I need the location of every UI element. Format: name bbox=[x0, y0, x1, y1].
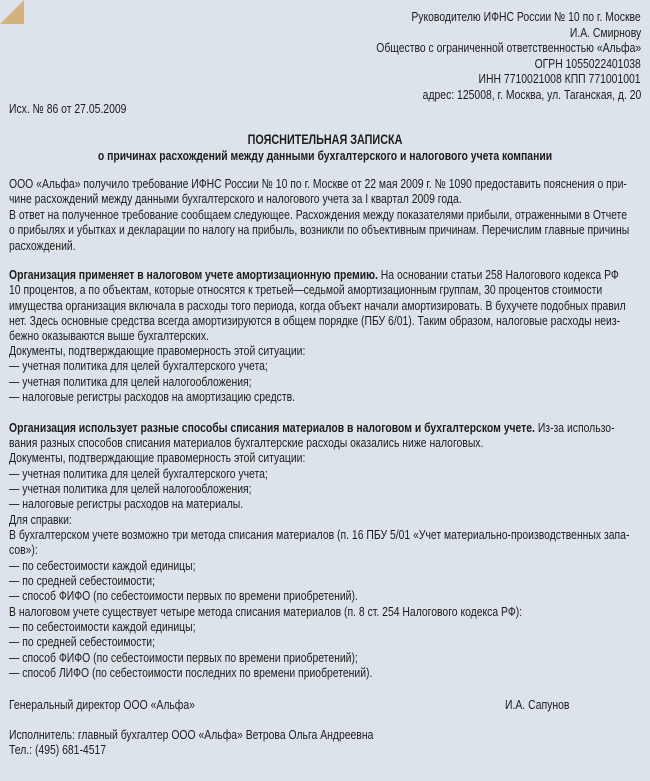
list-item: — по средней себестоимости; bbox=[9, 573, 155, 588]
reference-label: Для справки: bbox=[9, 512, 72, 527]
text-line: 10 процентов, а по объектам, которые относятся к третьей—седьмой амортизационным группам, 30 процентов стоимости bbox=[9, 282, 603, 297]
text-line: В налоговом учете существует четыре метода списания материалов (п. 8 ст. 254 Налогового кодекса РФ): bbox=[9, 604, 523, 619]
text-line: нет. Здесь основные средства всегда амортизируются в общем порядке (ПБУ 6/01). Таким образом, налоговые расходы неиз- bbox=[9, 313, 621, 328]
signatory-position: Генеральный директор ООО «Альфа» bbox=[9, 697, 195, 712]
text-line: имущества организация включала в расходы того периода, когда объект начали амортизировать. В бухучете подобных правил bbox=[9, 298, 626, 313]
list-item: — по себестоимости каждой единицы; bbox=[9, 619, 196, 634]
executor-line: Исполнитель: главный бухгалтер ООО «Альфа» Ветрова Ольга Андреевна bbox=[9, 727, 374, 742]
text-line: бежно оказываются выше бухгалтерских. bbox=[9, 328, 209, 343]
list-item: — учетная политика для целей бухгалтерского учета; bbox=[9, 466, 268, 481]
addressee-line: Общество с ограниченной ответственностью «Альфа» bbox=[376, 40, 641, 55]
list-item: — способ ФИФО (по себестоимости первых по времени приобретений); bbox=[9, 650, 358, 665]
list-item: — по себестоимости каждой единицы; bbox=[9, 558, 196, 573]
addressee-line: ОГРН 1055022401038 bbox=[534, 56, 641, 71]
list-item: — налоговые регистры расходов на амортизацию средств. bbox=[9, 389, 296, 404]
text-line: чине расхождений между данными бухгалтерского и налогового учета за I квартал 2009 года. bbox=[9, 191, 462, 206]
outgoing-reference: Исх. № 86 от 27.05.2009 bbox=[9, 101, 127, 116]
text-line bbox=[9, 267, 619, 282]
text-line bbox=[9, 420, 615, 435]
addressee-line: Руководителю ИФНС России № 10 по г. Москве bbox=[411, 9, 641, 24]
docs-label: Документы, подтверждающие правомерность этой ситуации: bbox=[9, 343, 306, 358]
list-item: — учетная политика для целей налогообложения; bbox=[9, 481, 252, 496]
document-title: ПОЯСНИТЕЛЬНАЯ ЗАПИСКА bbox=[247, 132, 403, 147]
section-heading: Организация применяет в налоговом учете амортизационную премию. bbox=[9, 267, 378, 282]
corner-fold-decoration bbox=[0, 0, 24, 24]
list-item: — способ ЛИФО (по себестоимости последних по времени приобретений). bbox=[9, 665, 373, 680]
addressee-line: И.А. Смирнову bbox=[569, 25, 641, 40]
text-line: сов»): bbox=[9, 542, 38, 557]
list-item: — учетная политика для целей бухгалтерского учета; bbox=[9, 358, 268, 373]
list-item: — по средней себестоимости; bbox=[9, 634, 155, 649]
text-line: вания разных способов списания материалов бухгалтерские расходы оказались ниже налоговых. bbox=[9, 435, 484, 450]
section-heading: Организация использует разные способы списания материалов в налоговом и бухгалтерском учете. bbox=[9, 420, 535, 435]
addressee-line: адрес: 125008, г. Москва, ул. Таганская, д. 20 bbox=[422, 87, 641, 102]
list-item: — способ ФИФО (по себестоимости первых по времени приобретений). bbox=[9, 588, 358, 603]
text-line: ООО «Альфа» получило требование ИФНС России № 10 по г. Москве от 22 мая 2009 г. № 1090 предоставить пояснения о при- bbox=[9, 176, 627, 191]
text-fragment: На основании статьи 258 Налогового кодекса РФ bbox=[377, 267, 619, 282]
list-item: — налоговые регистры расходов на материалы. bbox=[9, 496, 244, 511]
text-fragment: Из-за использо- bbox=[534, 420, 615, 435]
text-line: В ответ на полученное требование сообщаем следующее. Расхождения между показателями прибыли, отраженными в Отчете bbox=[9, 207, 627, 222]
document-subtitle: о причинах расхождений между данными бухгалтерского и налогового учета компании bbox=[97, 148, 553, 163]
docs-label: Документы, подтверждающие правомерность этой ситуации: bbox=[9, 450, 306, 465]
list-item: — учетная политика для целей налогообложения; bbox=[9, 374, 252, 389]
addressee-line: ИНН 7710021008 КПП 771001001 bbox=[478, 71, 641, 86]
text-line: о прибылях и убытках и декларации по налогу на прибыль, возникли по объективным причинам. Перечислим главные причины bbox=[9, 222, 630, 237]
executor-phone: Тел.: (495) 681-4517 bbox=[9, 742, 107, 757]
text-line: В бухгалтерском учете возможно три метода списания материалов (п. 16 ПБУ 5/01 «Учет материально-производственных запа- bbox=[9, 527, 630, 542]
text-line: расхождений. bbox=[9, 238, 76, 253]
signatory-name: И.А. Сапунов bbox=[505, 697, 570, 712]
